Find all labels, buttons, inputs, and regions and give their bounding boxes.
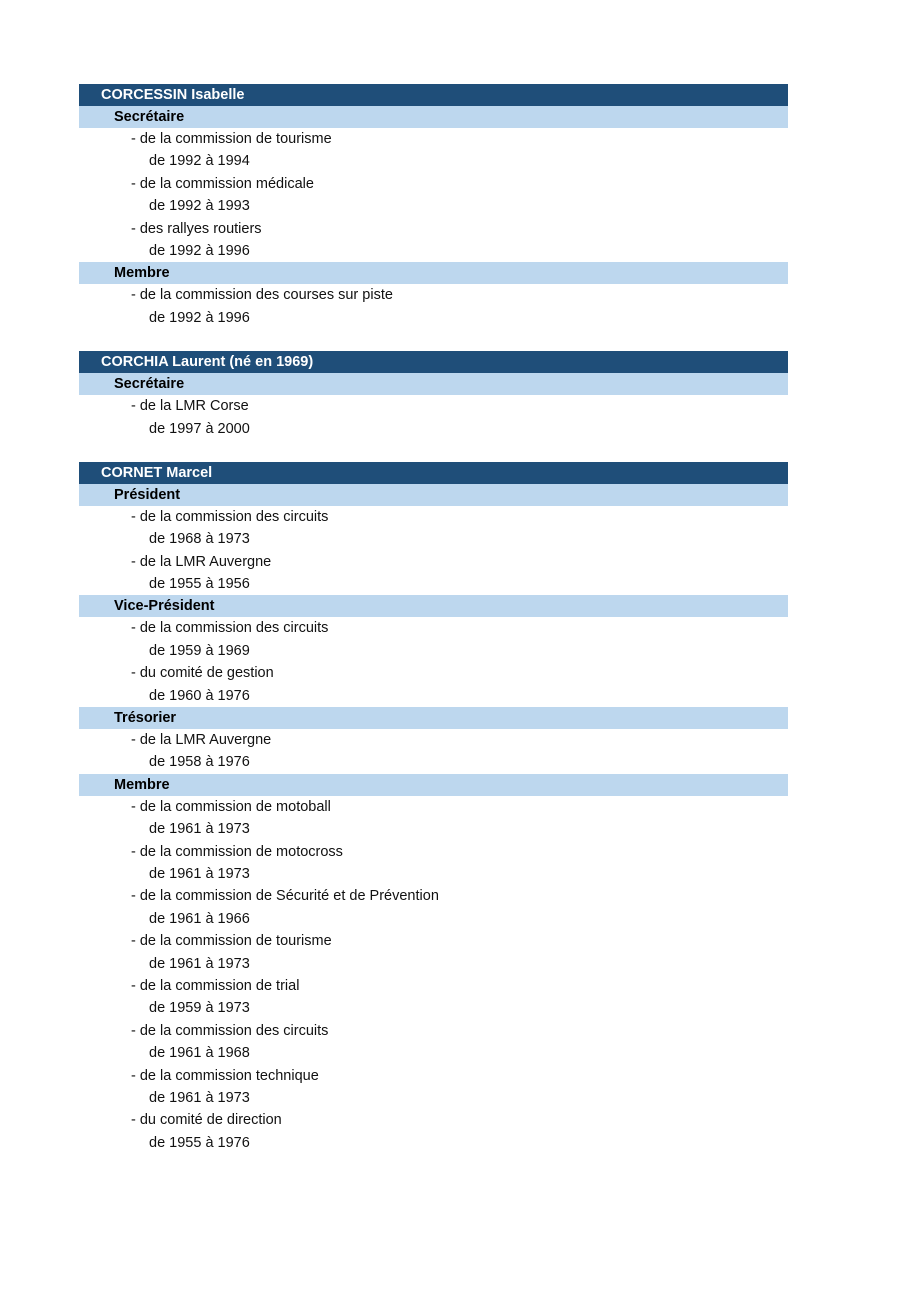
entry-organization: - de la LMR Corse bbox=[131, 398, 249, 415]
role-title: Président bbox=[79, 484, 788, 506]
entry-years: de 1961 à 1973 bbox=[149, 821, 250, 838]
entry-years: de 1992 à 1996 bbox=[149, 242, 250, 259]
entry-years: de 1958 à 1976 bbox=[149, 754, 250, 771]
entry-years: de 1955 à 1956 bbox=[149, 576, 250, 593]
entry-years: de 1961 à 1968 bbox=[149, 1045, 250, 1062]
entry-years: de 1992 à 1996 bbox=[149, 309, 250, 326]
entry-organization: - de la commission des circuits bbox=[131, 620, 329, 637]
entry-years: de 1961 à 1966 bbox=[149, 910, 250, 927]
entry-years: de 1997 à 2000 bbox=[149, 420, 250, 437]
entry-organization: - de la commission de motocross bbox=[131, 843, 343, 860]
entry-organization: - de la LMR Auvergne bbox=[131, 732, 272, 749]
role-title: Secrétaire bbox=[79, 373, 788, 395]
role-title: Membre bbox=[79, 774, 788, 796]
entry-organization: - de la commission de tourisme bbox=[131, 933, 332, 950]
entry-organization: - de la commission des circuits bbox=[131, 1022, 329, 1039]
entry-years: de 1955 à 1976 bbox=[149, 1134, 250, 1151]
entry-years: de 1992 à 1993 bbox=[149, 198, 250, 215]
entry-years: de 1968 à 1973 bbox=[149, 531, 250, 548]
person-name: CORNET Marcel bbox=[79, 462, 788, 484]
person-block bbox=[79, 462, 788, 1154]
entry-years: de 1960 à 1976 bbox=[149, 687, 250, 704]
entry-years: de 1959 à 1973 bbox=[149, 1000, 250, 1017]
entry-organization: - du comité de direction bbox=[131, 1112, 282, 1129]
role-title: Secrétaire bbox=[79, 106, 788, 128]
entry-years: de 1959 à 1969 bbox=[149, 642, 250, 659]
entry-organization: - de la commission technique bbox=[131, 1067, 319, 1084]
entry-organization: - de la commission de tourisme bbox=[131, 131, 332, 147]
entry-organization: - de la commission des courses sur piste bbox=[131, 287, 393, 304]
entry-organization: - de la commission médicale bbox=[131, 175, 314, 192]
entry-organization: - des rallyes routiers bbox=[131, 220, 262, 237]
role-title: Membre bbox=[79, 262, 788, 284]
entry-years: de 1961 à 1973 bbox=[149, 865, 250, 882]
entry-organization: - de la commission des circuits bbox=[131, 508, 329, 525]
person-block bbox=[79, 351, 788, 440]
entry-years: de 1961 à 1973 bbox=[149, 955, 250, 972]
role-title: Vice-Président bbox=[79, 595, 788, 617]
entry-organization: - de la commission de motoball bbox=[131, 798, 331, 815]
entry-organization: - de la commission de trial bbox=[131, 977, 300, 994]
entry-organization: - de la LMR Auvergne bbox=[131, 553, 272, 570]
people-list bbox=[79, 84, 788, 1176]
entry-organization: - du comité de gestion bbox=[131, 665, 274, 682]
entry-years: de 1961 à 1973 bbox=[149, 1089, 250, 1106]
role-title: Trésorier bbox=[79, 707, 788, 729]
person-name: CORCESSIN Isabelle bbox=[79, 84, 788, 106]
person-name: CORCHIA Laurent (né en 1969) bbox=[79, 351, 788, 373]
entry-organization: - de la commission de Sécurité et de Prévention bbox=[131, 888, 439, 905]
entry-years: de 1992 à 1994 bbox=[149, 153, 250, 170]
person-block bbox=[79, 84, 788, 329]
